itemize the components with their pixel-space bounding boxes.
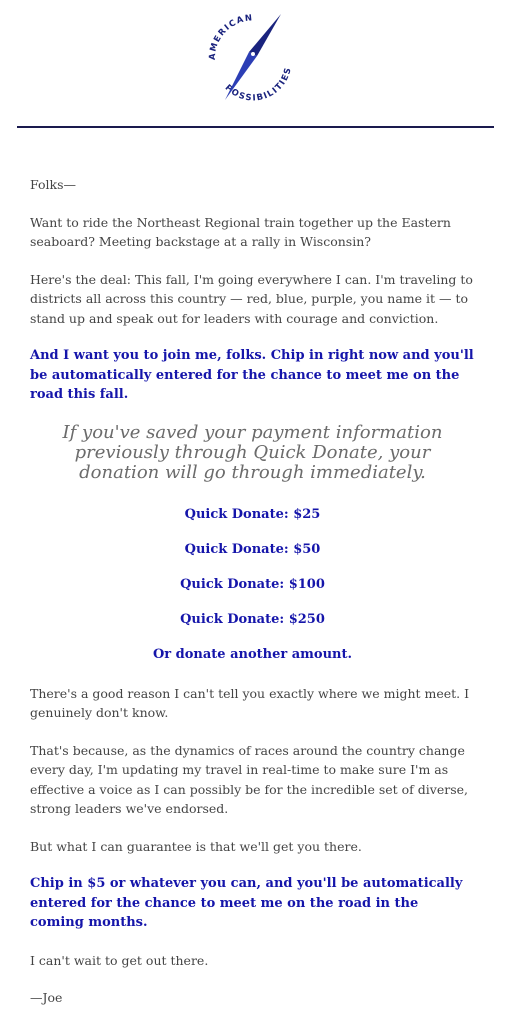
quick-donate-25-button[interactable]: Quick Donate: $25 (184, 506, 321, 522)
quick-donate-50-button[interactable]: Quick Donate: $50 (184, 541, 321, 557)
signoff: —Joe (30, 990, 63, 1005)
quick-donate-note: If you've saved your payment information previously through Quick Donate, your donation will go through immediately. (62, 421, 443, 483)
american-possibilities-logo (205, 8, 301, 108)
email-header (0, 0, 505, 128)
email-body (0, 175, 505, 1008)
quick-donate-100-button[interactable]: Quick Donate: $100 (180, 576, 325, 592)
paragraph-intro: Want to ride the Northeast Regional train together up the Eastern seaboard? Meeting backstage at a rally in Wisconsin? (30, 214, 451, 249)
paragraph-closing: I can't wait to get out there. (30, 952, 209, 968)
header-divider (17, 126, 494, 128)
paragraph-reason: There's a good reason I can't tell you exactly where we might meet. I genuinely don't know. (30, 685, 470, 720)
logo-text-american: AMERICAN (207, 13, 254, 61)
quick-donate-250-button[interactable]: Quick Donate: $250 (180, 611, 325, 627)
call-to-action-chip-in[interactable]: Chip in $5 or whatever you can, and you'll be automatically entered for the chance to meet me on the road in the coming months. (30, 876, 463, 930)
paragraph-guarantee: But what I can guarantee is that we'll get you there. (30, 838, 362, 854)
logo-text-possibilities: POSSIBILITIES (222, 65, 294, 104)
paragraph-dynamics: That's because, as the dynamics of races around the country change every day, I'm updating my travel in real-time to make sure I'm as effective a voice as I can possibly be for the incredible set of diverse, strong leaders we've endorsed. (30, 742, 468, 816)
call-to-action-join[interactable]: And I want you to join me, folks. Chip in right now and you'll be automatically entered for the chance to meet me on the road this fall. (30, 348, 474, 402)
paragraph-deal: Here's the deal: This fall, I'm going everywhere I can. I'm traveling to districts all across this country — red, blue, purple, you name it — to stand up and speak out for leaders with courage and conviction. (30, 271, 473, 326)
donate-other-amount-link[interactable]: Or donate another amount. (152, 646, 353, 662)
svg-text:AMERICAN (208, 13, 254, 60)
salutation: Folks— (30, 177, 77, 192)
